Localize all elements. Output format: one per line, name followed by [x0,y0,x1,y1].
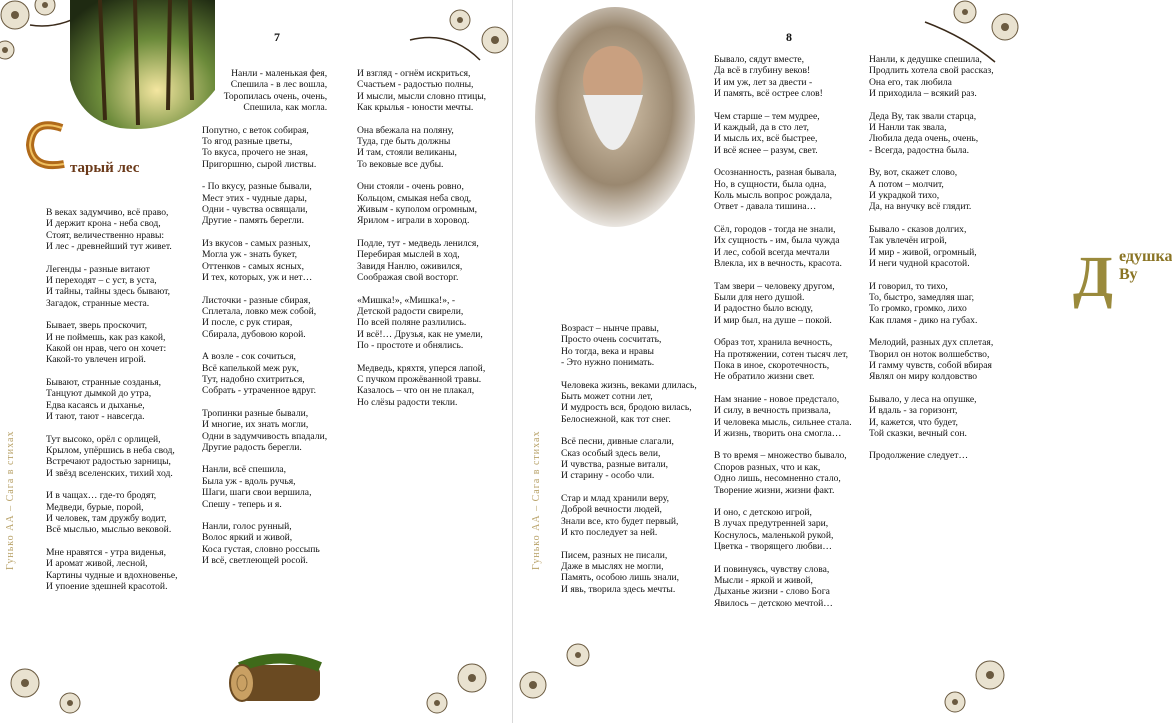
flower-ornament-top-right [400,0,520,90]
stanza: Тропинки разные бывали, И многие, их знать могли, Одни в задумчивость впадали, Другие радость берегли. [202,407,328,453]
stanza: Писем, разных не писали, Даже в мыслях не могли, Память, особою лишь знали, И явь, творила здесь мечты. [561,549,680,595]
stanza: Всё песни, дивные слагали, Сказ особый здесь вели, И чувства, разные витали, И старину - особо чли. [561,436,674,482]
column-1 [46,207,178,603]
stanza: Бывают, странные созданья, Танцуют дымкой до утра, Едва касаясь и дыханье, И тают, тают - навсегда. [46,376,162,423]
log-illustration [220,645,330,715]
right-page [512,0,1172,723]
stanza: Легенды - разные витают И переходят – с уст, в уста, И тайны, тайны здесь бывают, Загадок, странные места. [46,263,171,309]
stanza: Нам знание - новое предстало, И силу, в вечность призвала, И человека мысль, сильнее стала. И жизнь, творить она смогла… [714,393,852,439]
side-caption: Гунько АА – Сага в стихах [5,430,16,570]
stanza: Подле, тут - медведь ленился, Перебирая мыслей в ход, Завидя Нанлю, оживился, Соображая свой восторг. [357,237,479,284]
stanza: Возраст – нынче правы, Просто очень сосчитать, Но тогда, века и нравы - Это нужно понимать. [561,323,662,369]
stanza: Нанли - маленькая фея, Спешила - в лес вошла, Торопилась очень, очень, Спешила, как могла. [223,68,328,114]
left-page [0,0,512,723]
column-3 [869,54,994,473]
side-caption: Гунько АА – Сага в стихах [531,430,542,570]
column-2 [714,54,852,620]
poem-title: едушка Ву [1119,248,1172,283]
column-2 [202,68,327,578]
forest-illustration [60,0,215,130]
column-1 [561,323,697,606]
flower-ornament-bottom-right [392,633,512,723]
stanza: Она вбежала на поляну, Туда, где быть должны И там, стояли великаны, То вековые все дубы. [357,124,457,170]
stanza: Медведь, кряхтя, уперся лапой, С пучком прожёванной травы. Казалось – что он не плакал, Но слёзы радости текли. [357,362,486,408]
flower-ornament-top-right [905,0,1025,82]
stanza: В веках задумчиво, всё право, И держит крона - неба свод, Стоят, величественно нравы: И лес - древнейший тут живет. [46,207,172,253]
stanza: И говорил, то тихо, То, быстро, замедляя шаг, То громко, громко, лихо Как пламя - дико на губах. [869,280,978,326]
stanza: Ву, вот, скажет слово, А потом – молчит, И украдкой тихо, Да, на внучку всё глядит. [869,167,972,213]
stanza: Попутно, с веток собирая, То ягод разные цветы, То вкуса, прочего не зная, Пригоршню, сырой листвы. [202,124,317,170]
stanza: Бывало, у леса на опушке, И вдаль - за горизонт, И, кажется, что будет, Той сказки, вечный сон. [869,393,977,439]
stanza: Стар и млад хранили веру, Доброй вечности людей, Знали все, кто будет первый, И кто последует за ней. [561,492,679,539]
column-3 [357,68,486,419]
stanza: И оно, с детскою игрой, В лучах предутренней зари, Коснулось, маленькой рукой, Цветка - творящего любви… [714,507,834,553]
stanza: А возле - сок сочиться, Всё капелькой меж рук, Тут, надобно схитриться, Собрать - утраченное вдруг. [202,351,317,397]
stanza: Нанли, к дедушке спешила, Продлить хотела свой рассказ, Она его, так любила И приходила – всякий раз. [869,54,994,100]
stanza: Бывало - сказов долгих, Так увлечён игрой, И мир - живой, огромный, И неги чудной красотой. [869,223,977,270]
stanza: Тут высоко, орёл с орлицей, Крылом, упёршись в неба свод, Встречают радостью зарницы, И звёзд вселенских, тихий ход. [46,433,175,479]
flower-ornament-bottom-right [905,630,1025,720]
stanza: Деда Ву, так звали старца, И Нанли так звала, Любила деда очень, очень, - Всегда, радостна была. [869,110,979,156]
stanza: «Мишка!», «Мишка!», - Детской радости свирели, По всей поляне разлились. И всё!… Друзья, как не умели, По - простоте и обнялись. [357,294,483,352]
stanza: Сёл, городов - тогда не знали, Их сущность - им, была чужда И лес, собой всегда мечтали Влекла, их в вечность, красота. [714,223,842,270]
stanza: Листочки - разные сбирая, Сплетала, ловко меж собой, И после, с рук стирая, Сбирала, дубовою корой. [202,294,317,340]
flower-ornament-bottom-left [503,625,623,715]
stanza: Мелодий, разных дух сплетая, Творил он ноток волшебство, И гамму чувств, собой вбирая Являл он миру колдовство [869,337,994,383]
poem-title [70,160,139,177]
stanza: Человека жизнь, веками длилась, Быть может сотни лет, И мудрость вся, бродою вилась, Белоснежной, как тот снег. [561,379,697,425]
title-initial: Д [1073,244,1113,309]
stanza: И повинуясь, чувству слова, Мысли - яркой и живой, Дыханье жизни - слово Бога Явилось – детскою мечтой… [714,563,833,609]
stanza: Бывает, зверь проскочит, И не поймешь, как раз какой, Какой он нрав, чего он хочет: Какой-то увлечен игрой. [46,320,167,366]
title-text: тарый лес [70,160,140,176]
stanza: Образ тот, хранила вечность, На протяжении, сотен тысяч лет, Пока в иное, скоротечность, Не обратило жизни свет. [714,337,848,383]
stanza: Они стояли - очень ровно, Кольцом, смыкая неба свод, Живым - куполом огромным, Ярилом - играли в хоровод. [357,181,478,227]
stanza: Мне нравятся - утра виденья, И аромат живой, лесной, Картины чудные и вдохновенье, И упоение здешней красотой. [46,546,178,592]
stanza: Нанли, всё спешила, Была уж - вдоль ручья, Шаги, шаги свои вершила, Спешу - теперь и я. [202,464,312,510]
stanza: И взгляд - огнём искриться, Счастьем - радостью полны, И мысли, мысли словно птицы, Как крылья - юности мечты. [357,68,487,114]
continued-note: Продолжение следует… [869,450,969,462]
stanza: Осознанность, разная бывала, Но, в сущности, была одна, Коль мысль вопрос рождала, Ответ - давала тишина… [714,167,837,213]
stanza: В то время – множество бывало, Споров разных, что и как, Одно лишь, несомненно стало, Творение жизни, жизни факт. [714,450,847,496]
title-initial-ornament [22,118,72,172]
stanza: - По вкусу, разные бывали, Мест этих - чудные дары, Одни - чувства освящали, Другие - память берегли. [202,181,312,227]
stanza: Там звери – человеку другом, Были для него душой. И радостно было всюду, И мир был, на душе – покой. [714,280,835,326]
stanza: Чем старше – тем мудрее, И каждый, да в сто лет, И мысль их, всё быстрее, И всё яснее – разум, свет. [714,110,820,156]
stanza: Нанли, голос рунный, Волос яркий и живой, Коса густая, словно россыпь И всё, светлеющей росой. [202,521,320,567]
flower-ornament-bottom-left [0,633,120,723]
stanza: Бывало, сядут вместе, Да всё в глубину веков! И им уж, лет за двести - И память, всё острее слов! [714,54,823,100]
page-number: 8 [786,30,792,44]
stanza: Из вкусов - самых разных, Могла уж - знать букет, Оттенков - самых ясных, И тех, которых, уж и нет… [202,237,313,284]
elder-portrait [533,5,698,230]
stanza: И в чащах… где-то бродят, Медведи, бурые, порой, И человек, там дружбу водит, Всё мыслью, мыслью вековой. [46,490,172,536]
page-number: 7 [274,30,280,44]
